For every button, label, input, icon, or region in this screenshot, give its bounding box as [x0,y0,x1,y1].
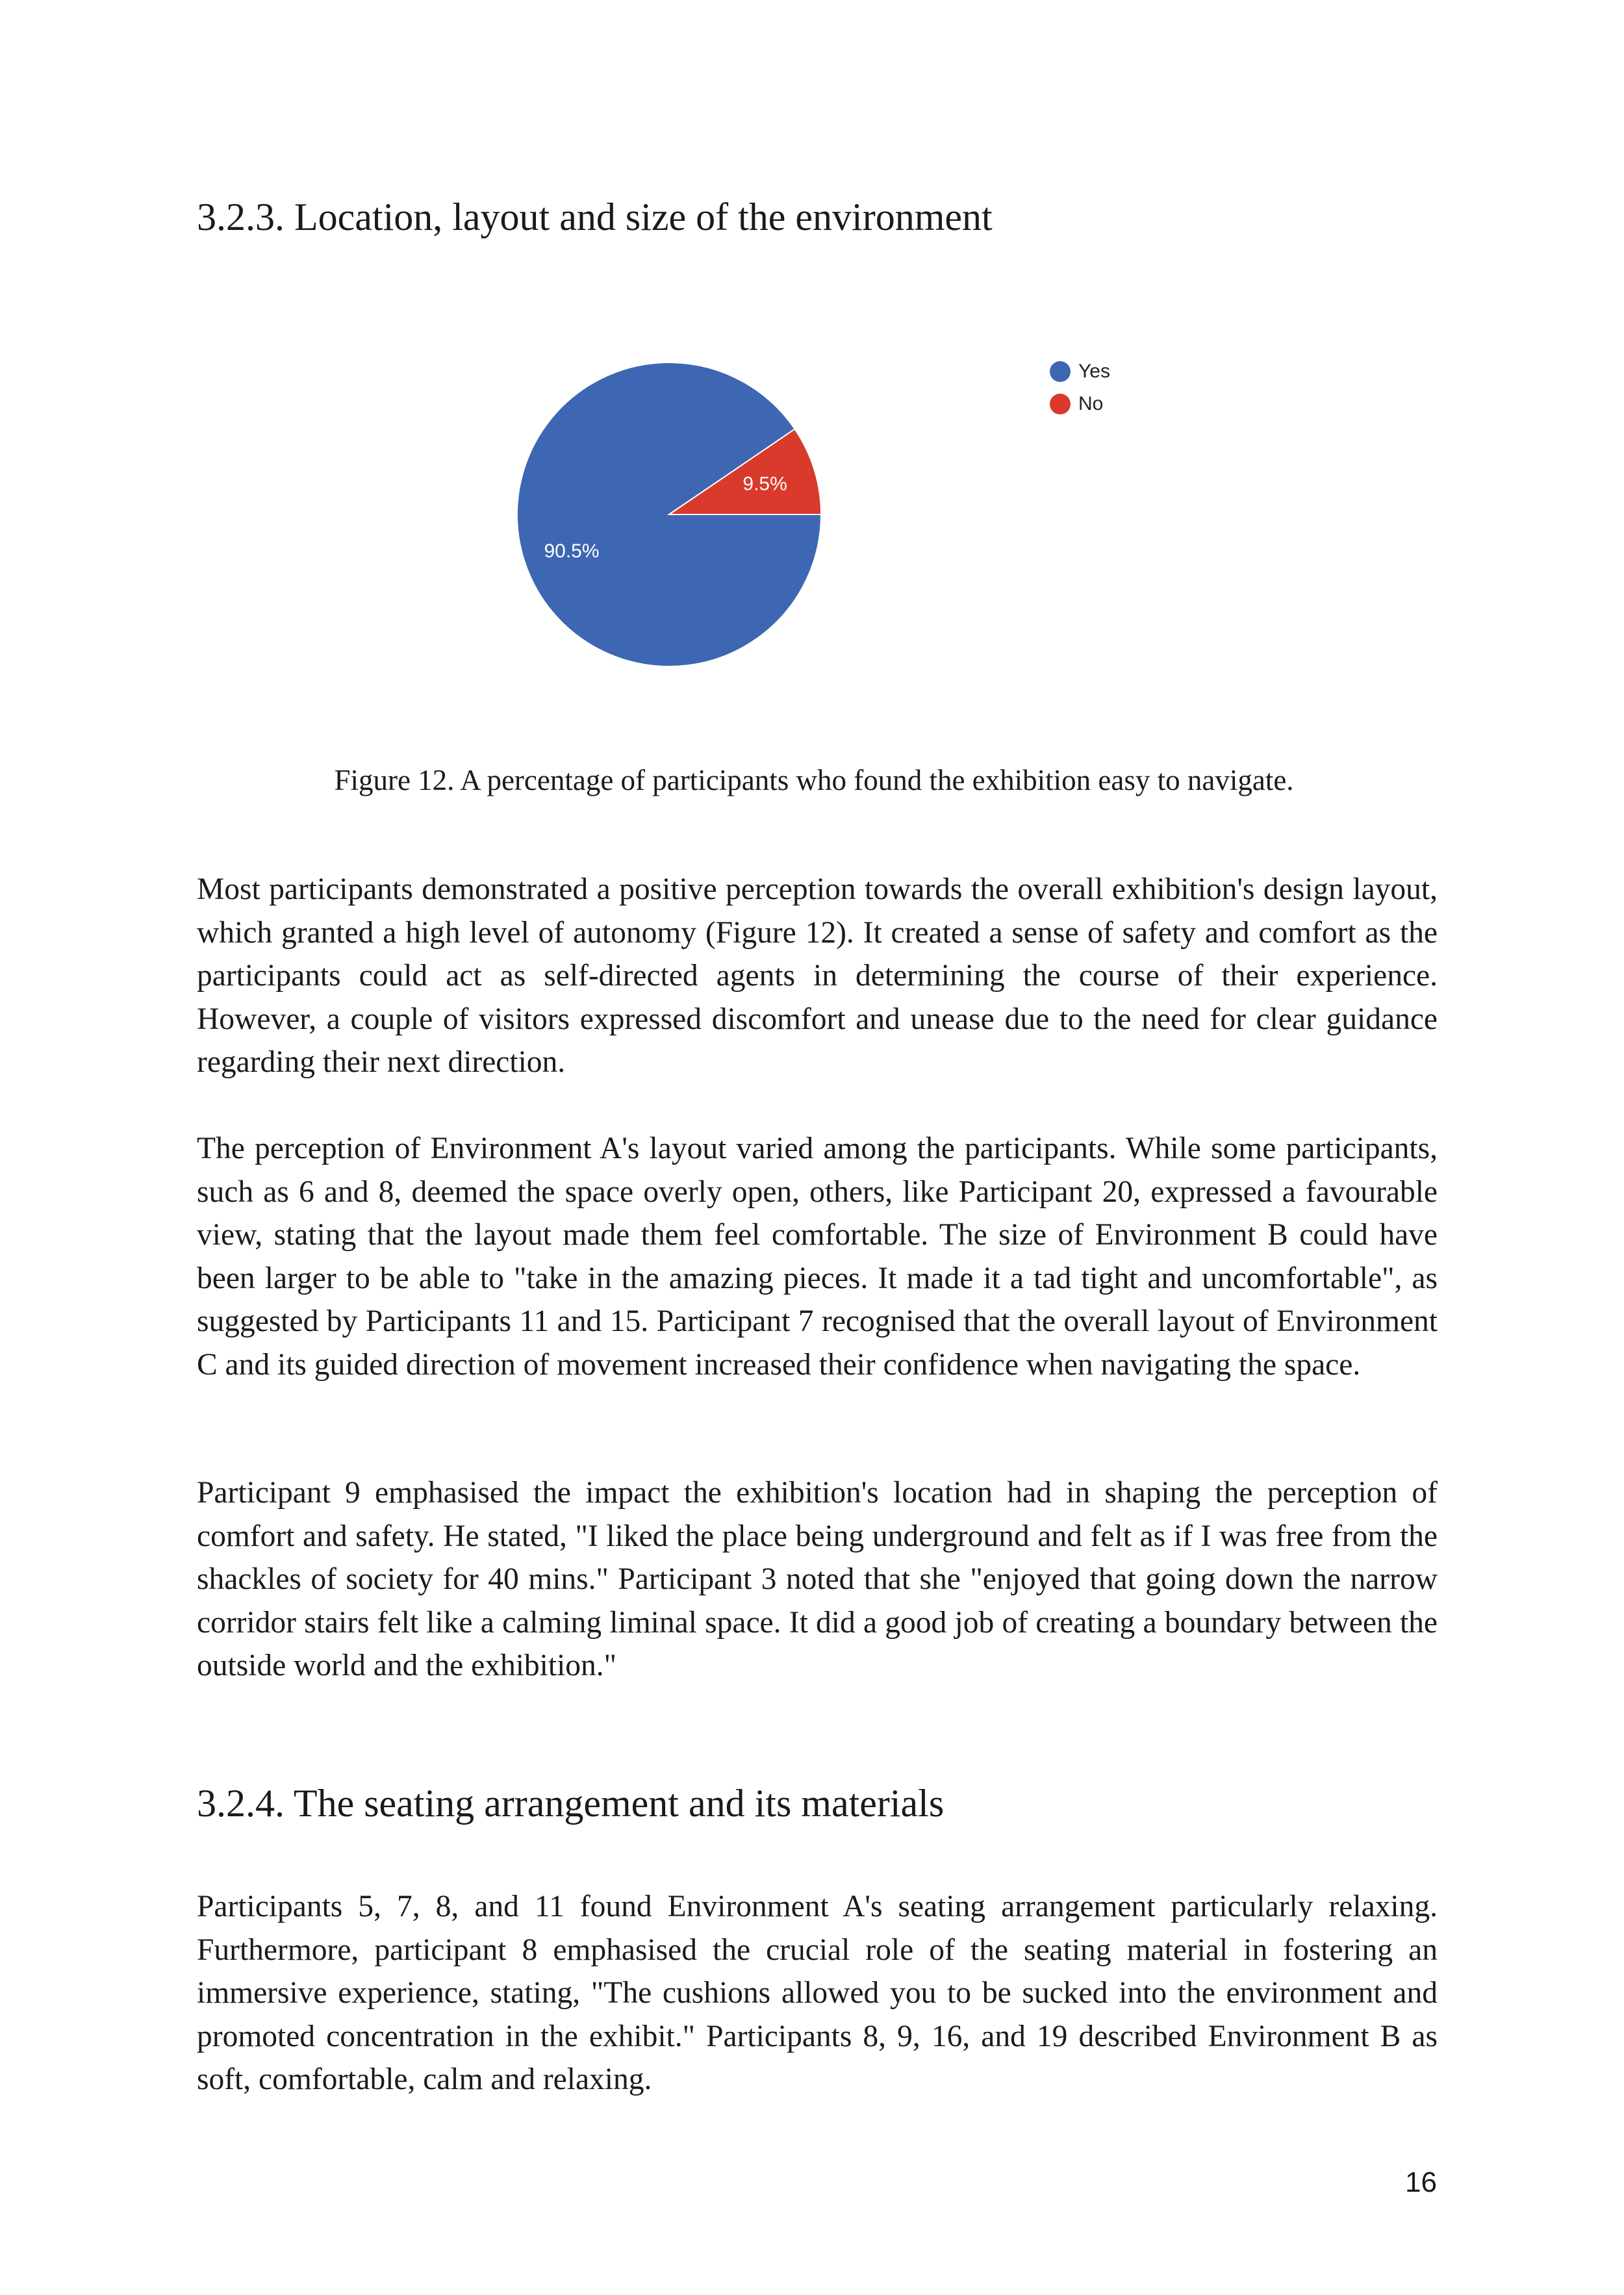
legend-swatch-yes [1050,361,1071,382]
legend-swatch-no [1050,394,1071,414]
section-heading-3-2-3: 3.2.3. Location, layout and size of the environment [197,196,993,238]
pie-slices [517,362,821,666]
legend-label-yes: Yes [1078,360,1110,382]
legend-label-no: No [1078,392,1104,414]
pie-chart [500,338,1150,676]
figure-caption: Figure 12. A percentage of participants who found the exhibition easy to navigate. [334,764,1294,796]
section-heading-3-2-4: 3.2.4. The seating arrangement and its materials [197,1782,945,1825]
pie-label-no: 9.5% [742,473,787,495]
chart-legend [1050,361,1110,414]
paragraph-location-impact: Participant 9 emphasised the impact the exhibition's location had in shaping the perception of comfort and safety. He stated, "I liked the place being underground and felt as if I was free from the shackles of society for 40 mins." Participant 3 noted that she "enjoyed that going down the narrow corridor stairs felt like a calming liminal space. It did a good job of creating a boundary between the outside world and the exhibition." [197,1476,1438,1682]
paragraph-seating: Participants 5, 7, 8, and 11 found Environment A's seating arrangement particularly relaxing. Furthermore, participant 8 emphasised the crucial role of the seating material in fostering an immersive experience, stating, "The cushions allowed you to be sucked into the environment and promoted concentration in the exhibit." Participants 8, 9, 16, and 19 described Environment B as soft, comfortable, calm and relaxing. [197,1890,1438,2096]
pie-label-yes: 90.5% [544,540,600,562]
paragraph-design-layout: Most participants demonstrated a positive perception towards the overall exhibition's design layout, which granted a high level of autonomy (Figure 12). It created a sense of safety and comfort as the participants could act as self-directed agents in determining the course of their experience. However, a couple of visitors expressed discomfort and unease due to the need for clear guidance regarding their next direction. [197,872,1438,1079]
paragraph-environment-layouts: The perception of Environment A's layout varied among the participants. While some participants, such as 6 and 8, deemed the space overly open, others, like Participant 20, expressed a favourable view, stating that the layout made them feel comfortable. The size of Environment B could have been larger to be able to "take in the amazing pieces. It made it a tad tight and uncomfortable", as suggested by Participants 11 and 15. Participant 7 recognised that the overall layout of Environment C and its guided direction of movement increased their confidence when navigating the space. [197,1132,1438,1382]
page-number: 16 [1405,2166,1437,2198]
